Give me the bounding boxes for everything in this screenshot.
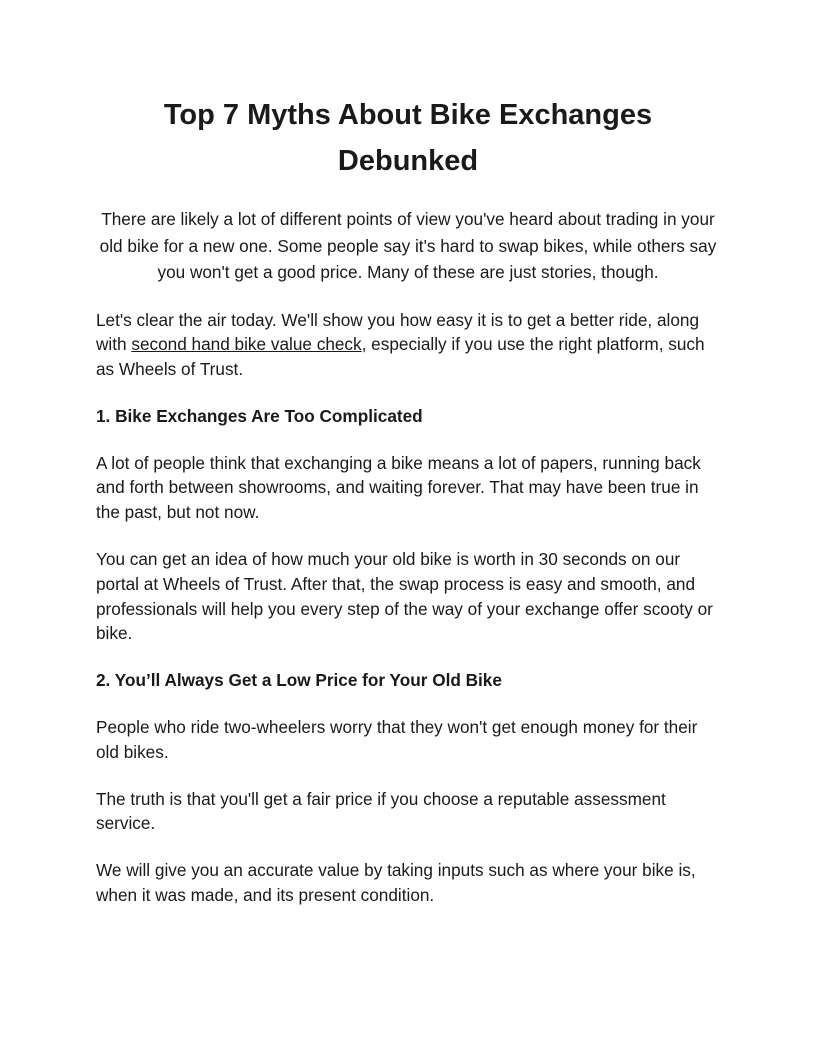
paragraph-text: , especially if you use the right platform, such as Wheels of Trust. — [96, 334, 705, 380]
section-heading-2: 2. You’ll Always Get a Low Price for Your Old Bike — [96, 670, 502, 691]
document-title: Top 7 Myths About Bike Exchanges Debunked — [163, 99, 653, 177]
document-page — [96, 92, 720, 908]
section-2-paragraph-2: The truth is that you'll get a fair price if you choose a reputable assessment service. — [96, 788, 666, 834]
intro-paragraph: There are likely a lot of different points of view you've heard about trading in your old bike for a new one. Some people say it's hard to swap bikes, while others say you won't get a good price. Many of these are just stories, though. — [99, 209, 717, 282]
second-hand-bike-value-check-link[interactable]: second hand bike value check — [131, 334, 362, 355]
section-heading-1: 1. Bike Exchanges Are Too Complicated — [96, 405, 423, 426]
paragraph-clear-the-air — [96, 308, 720, 382]
paragraph-text: Let's clear the air today. We'll show you how easy it is to get a better ride, along with — [96, 309, 700, 355]
section-2-paragraph-3: We will give you an accurate value by taking inputs such as where your bike is, when it was made, and its present condition. — [96, 860, 696, 906]
section-2-paragraph-1: People who ride two-wheelers worry that they won't get enough money for their old bikes. — [96, 717, 698, 762]
section-1-paragraph-1: A lot of people think that exchanging a bike means a lot of papers, running back and forth between showrooms, and waiting forever. That may have been true in the past, but not now. — [96, 452, 701, 523]
section-1-paragraph-2: You can get an idea of how much your old bike is worth in 30 seconds on our portal at Wheels of Trust. After that, the swap process is easy and smooth, and professionals will help you every step of the way of your exchange offer scooty or bike. — [96, 549, 713, 644]
